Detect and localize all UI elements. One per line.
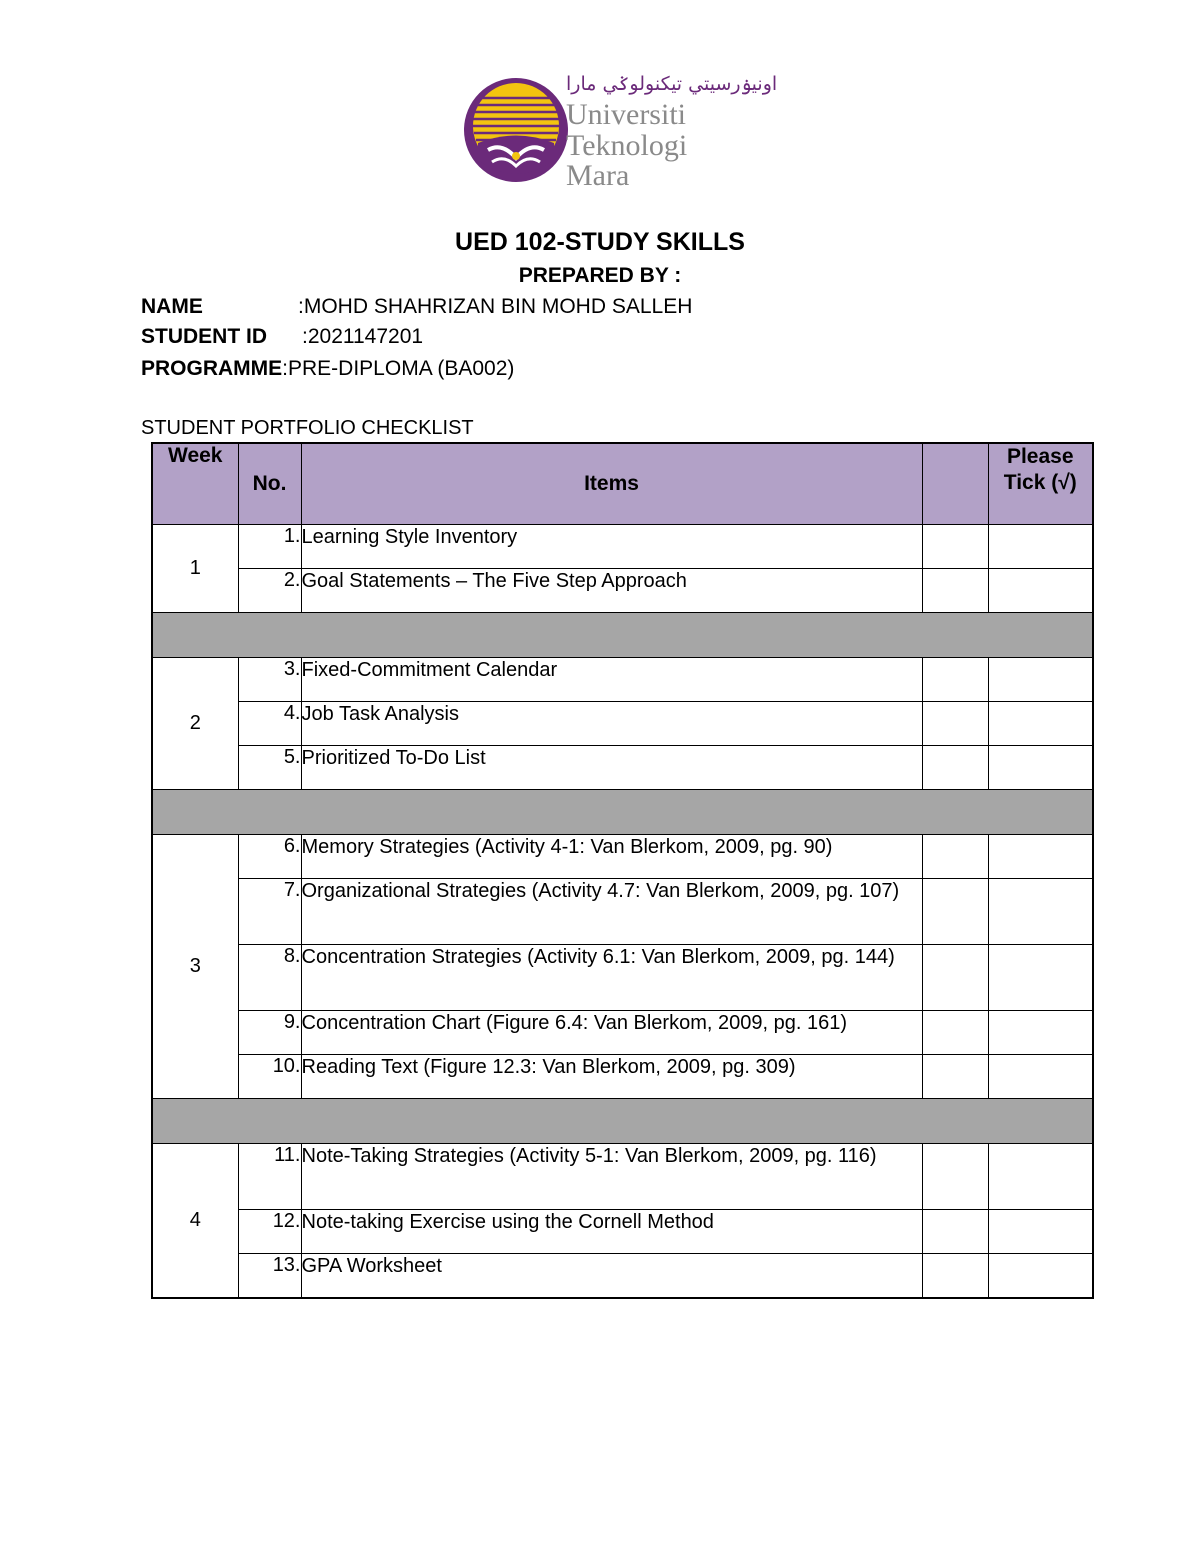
blank-cell <box>922 835 988 879</box>
table-header-row <box>152 443 1093 525</box>
item-name: Organizational Strategies (Activity 4.7: Van Blerkom, 2009, pg. 107) <box>301 879 922 945</box>
table-row <box>152 1144 1093 1210</box>
tick-cell[interactable] <box>988 746 1093 790</box>
blank-cell <box>922 746 988 790</box>
blank-cell <box>922 879 988 945</box>
blank-cell <box>922 945 988 1011</box>
logo-arabic-text: اونيۏرسيتي تيكنولوݢي مارا <box>566 73 778 95</box>
tick-cell[interactable] <box>988 1055 1093 1099</box>
item-number: 4. <box>238 702 301 746</box>
table-row <box>152 1254 1093 1299</box>
tick-cell[interactable] <box>988 1210 1093 1254</box>
tick-cell[interactable] <box>988 702 1093 746</box>
item-number: 6. <box>238 835 301 879</box>
item-name: Reading Text (Figure 12.3: Van Blerkom, 2009, pg. 309) <box>301 1055 922 1099</box>
name-value: :MOHD SHAHRIZAN BIN MOHD SALLEH <box>298 295 693 318</box>
portfolio-checklist-table <box>151 442 1094 1299</box>
week-column-header: Week <box>152 443 238 525</box>
item-number: 9. <box>238 1011 301 1055</box>
logo-line-2: Teknologi <box>566 129 688 162</box>
university-logo <box>462 68 778 192</box>
table-row <box>152 835 1093 879</box>
tick-cell[interactable] <box>988 945 1093 1011</box>
tick-cell[interactable] <box>988 658 1093 702</box>
item-name: Learning Style Inventory <box>301 525 922 569</box>
item-number: 3. <box>238 658 301 702</box>
checklist-title: STUDENT PORTFOLIO CHECKLIST <box>141 417 474 439</box>
blank-cell <box>922 525 988 569</box>
item-name: Concentration Strategies (Activity 6.1: Van Blerkom, 2009, pg. 144) <box>301 945 922 1011</box>
item-number: 10. <box>238 1055 301 1099</box>
table-row <box>152 1210 1093 1254</box>
separator-row <box>152 613 1093 658</box>
student-id-label: STUDENT ID <box>141 325 267 348</box>
table-row <box>152 879 1093 945</box>
blank-cell <box>922 1011 988 1055</box>
blank-cell <box>922 702 988 746</box>
item-number: 13. <box>238 1254 301 1299</box>
item-number: 8. <box>238 945 301 1011</box>
tick-cell[interactable] <box>988 879 1093 945</box>
item-number: 11. <box>238 1144 301 1210</box>
tick-cell[interactable] <box>988 525 1093 569</box>
blank-cell <box>922 1254 988 1299</box>
table-row <box>152 525 1093 569</box>
table-row <box>152 945 1093 1011</box>
tick-column-header <box>988 443 1093 525</box>
item-number: 1. <box>238 525 301 569</box>
tick-header-line-2: Tick (√) <box>1003 471 1077 494</box>
blank-column-header <box>922 443 988 525</box>
logo-line-3: Mara <box>566 159 630 192</box>
item-number: 12. <box>238 1210 301 1254</box>
student-id-row <box>141 323 423 351</box>
item-number: 7. <box>238 879 301 945</box>
items-column-header: Items <box>301 443 922 525</box>
item-name: Job Task Analysis <box>301 702 922 746</box>
item-name: Fixed-Commitment Calendar <box>301 658 922 702</box>
item-name: Concentration Chart (Figure 6.4: Van Blerkom, 2009, pg. 161) <box>301 1011 922 1055</box>
item-name: Prioritized To-Do List <box>301 746 922 790</box>
item-name: Memory Strategies (Activity 4-1: Van Blerkom, 2009, pg. 90) <box>301 835 922 879</box>
programme-value: :PRE-DIPLOMA (BA002) <box>282 357 515 380</box>
logo-line-1: Universiti <box>566 98 686 131</box>
week-cell: 1 <box>152 525 238 613</box>
name-label: NAME <box>141 295 203 318</box>
table-row <box>152 1011 1093 1055</box>
logo-emblem-icon <box>464 78 568 182</box>
tick-cell[interactable] <box>988 835 1093 879</box>
week-cell: 4 <box>152 1144 238 1299</box>
student-id-value: :2021147201 <box>302 325 424 348</box>
item-name: Note-taking Exercise using the Cornell Method <box>301 1210 922 1254</box>
table-row <box>152 702 1093 746</box>
item-number: 2. <box>238 569 301 613</box>
week-cell: 3 <box>152 835 238 1099</box>
tick-cell[interactable] <box>988 1254 1093 1299</box>
table-row <box>152 658 1093 702</box>
item-number: 5. <box>238 746 301 790</box>
tick-cell[interactable] <box>988 1144 1093 1210</box>
student-name-row <box>141 293 692 321</box>
table-row <box>152 1055 1093 1099</box>
blank-cell <box>922 1144 988 1210</box>
week-cell: 2 <box>152 658 238 790</box>
tick-cell[interactable] <box>988 569 1093 613</box>
table-row <box>152 569 1093 613</box>
blank-cell <box>922 658 988 702</box>
blank-cell <box>922 1210 988 1254</box>
item-name: GPA Worksheet <box>301 1254 922 1299</box>
item-name: Note-Taking Strategies (Activity 5-1: Van Blerkom, 2009, pg. 116) <box>301 1144 922 1210</box>
separator-row <box>152 790 1093 835</box>
tick-header-line-1: Please <box>1006 445 1074 468</box>
blank-cell <box>922 569 988 613</box>
programme-row <box>141 355 514 383</box>
blank-cell <box>922 1055 988 1099</box>
separator-row <box>152 1099 1093 1144</box>
document-title: UED 102-STUDY SKILLS <box>455 228 745 256</box>
prepared-by-heading: PREPARED BY : <box>518 264 682 287</box>
number-column-header: No. <box>238 443 301 525</box>
tick-cell[interactable] <box>988 1011 1093 1055</box>
table-row <box>152 746 1093 790</box>
item-name: Goal Statements – The Five Step Approach <box>301 569 922 613</box>
programme-label: PROGRAMME <box>141 357 283 380</box>
